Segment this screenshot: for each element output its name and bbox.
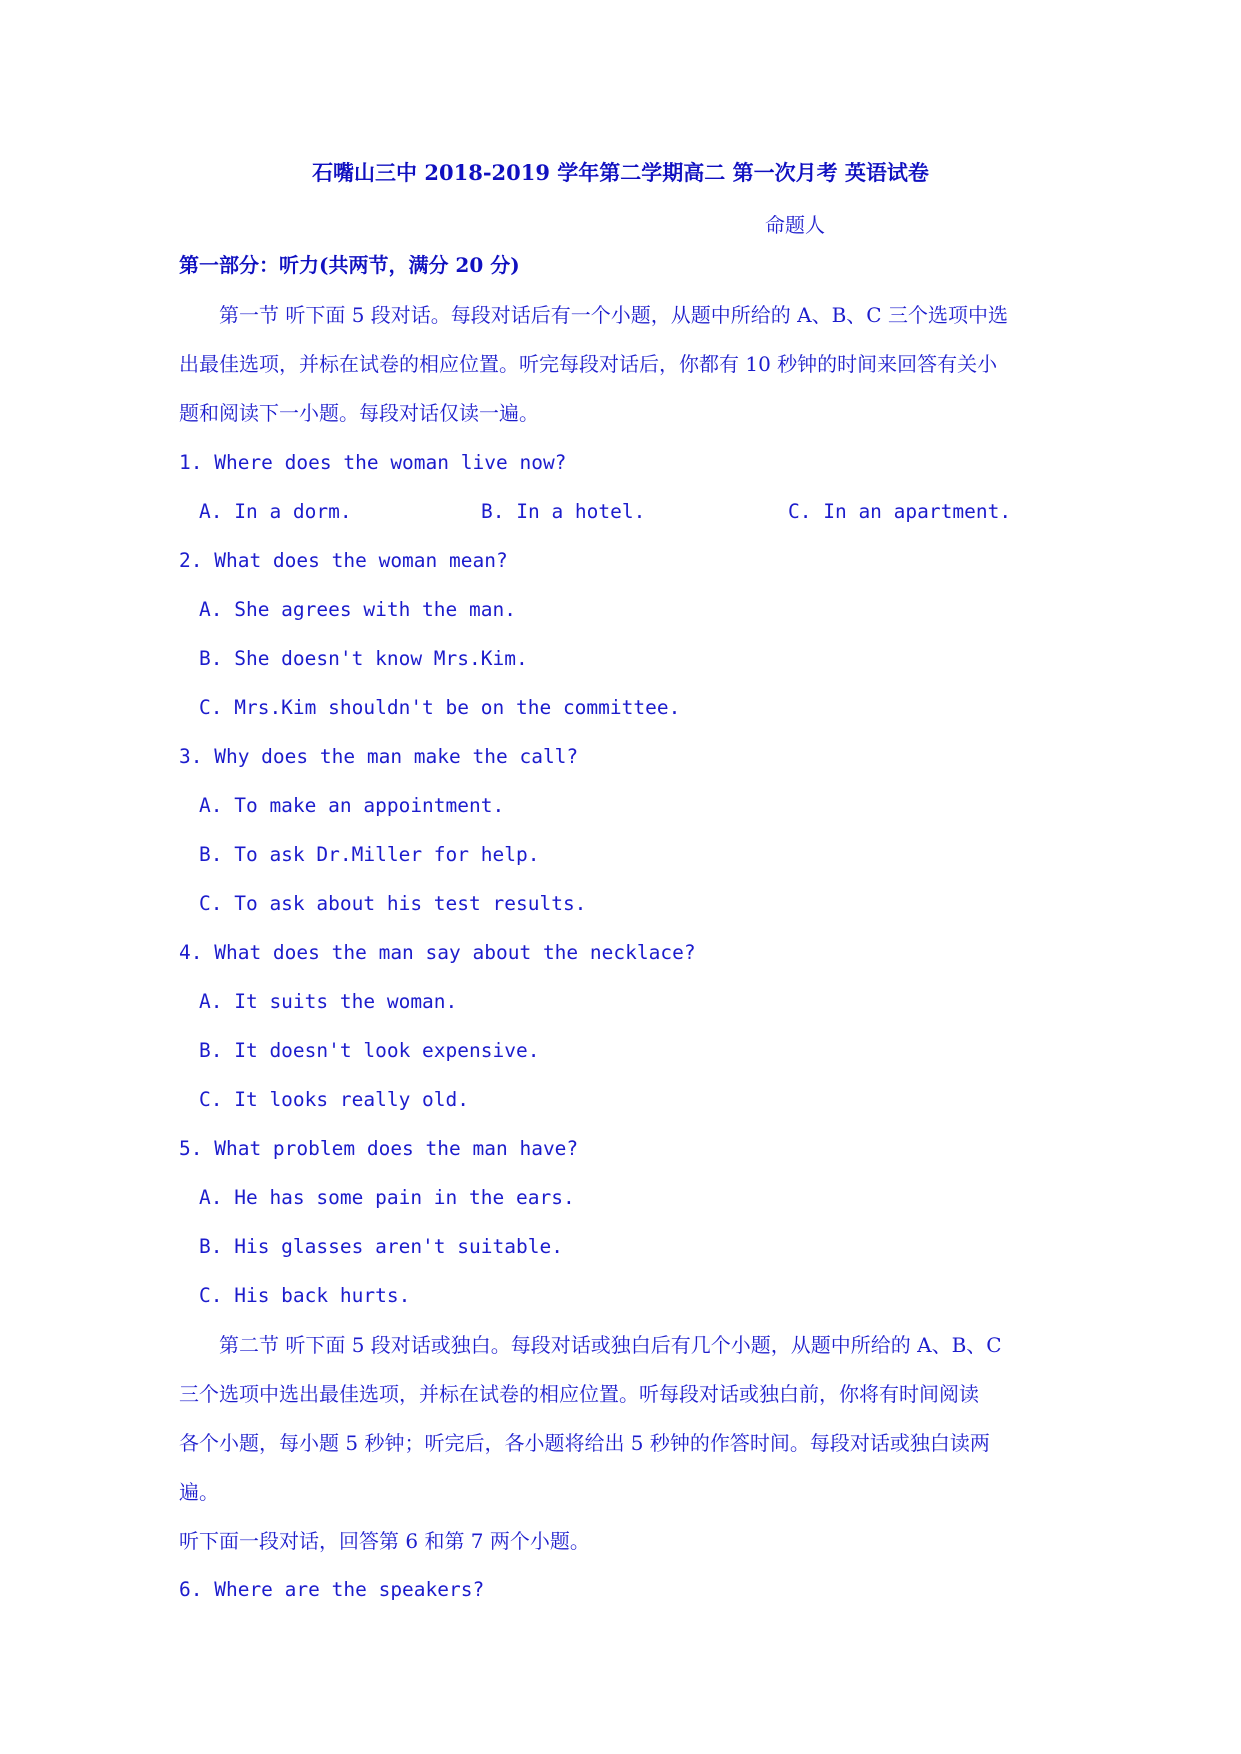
section1-line-3: 题和阅读下一小题。每段对话仅读一遍。 [179, 401, 539, 425]
section2-line-1: 第二节 听下面 5 段对话或独白。每段对话或独白后有几个小题，从题中所给的 A、B、C [219, 1333, 1002, 1357]
option-c: C. In an apartment. [788, 500, 1012, 523]
question-3: 3. Why does the man make the call? [179, 745, 579, 768]
part1-heading: 第一部分：听力(共两节，满分 20 分) [179, 253, 520, 277]
option-b: B. In a hotel. [481, 500, 646, 523]
author-label: 命题人 [765, 213, 825, 237]
question-5: 5. What problem does the man have? [179, 1137, 579, 1160]
question-4-option-b: B. It doesn't look expensive. [199, 1039, 540, 1062]
question-3-option-c: C. To ask about his test results. [199, 892, 587, 915]
section2-line-2: 三个选项中选出最佳选项，并标在试卷的相应位置。听每段对话或独白前，你将有时间阅读 [179, 1382, 979, 1406]
question-6: 6. Where are the speakers? [179, 1578, 485, 1601]
question-2: 2. What does the woman mean? [179, 549, 508, 572]
question-4-option-c: C. It looks really old. [199, 1088, 470, 1111]
section2-line-4: 遍。 [179, 1480, 219, 1504]
question-2-option-c: C. Mrs.Kim shouldn't be on the committee. [199, 696, 681, 719]
section1-line-2: 出最佳选项，并标在试卷的相应位置。听完每段对话后，你都有 10 秒钟的时间来回答有关小 [179, 352, 998, 376]
question-3-option-b: B. To ask Dr.Miller for help. [199, 843, 540, 866]
question-4-option-a: A. It suits the woman. [199, 990, 458, 1013]
question-3-option-a: A. To make an appointment. [199, 794, 505, 817]
section2-instruction: 听下面一段对话，回答第 6 和第 7 两个小题。 [179, 1529, 590, 1553]
question-1-options [199, 499, 1079, 525]
question-4: 4. What does the man say about the necklace? [179, 941, 696, 964]
question-2-option-b: B. She doesn't know Mrs.Kim. [199, 647, 528, 670]
section1-line-1: 第一节 听下面 5 段对话。每段对话后有一个小题，从题中所给的 A、B、C 三个选项中选 [219, 303, 1008, 327]
exam-title: 石嘴山三中 2018-2019 学年第二学期高二 第一次月考 英语试卷 [312, 160, 929, 185]
option-a: A. In a dorm. [199, 500, 352, 523]
question-5-option-a: A. He has some pain in the ears. [199, 1186, 575, 1209]
section2-line-3: 各个小题，每小题 5 秒钟；听完后，各小题将给出 5 秒钟的作答时间。每段对话或独白读两 [179, 1431, 990, 1455]
question-1: 1. Where does the woman live now? [179, 451, 567, 474]
question-2-option-a: A. She agrees with the man. [199, 598, 516, 621]
question-5-option-c: C. His back hurts. [199, 1284, 411, 1307]
question-5-option-b: B. His glasses aren't suitable. [199, 1235, 563, 1258]
